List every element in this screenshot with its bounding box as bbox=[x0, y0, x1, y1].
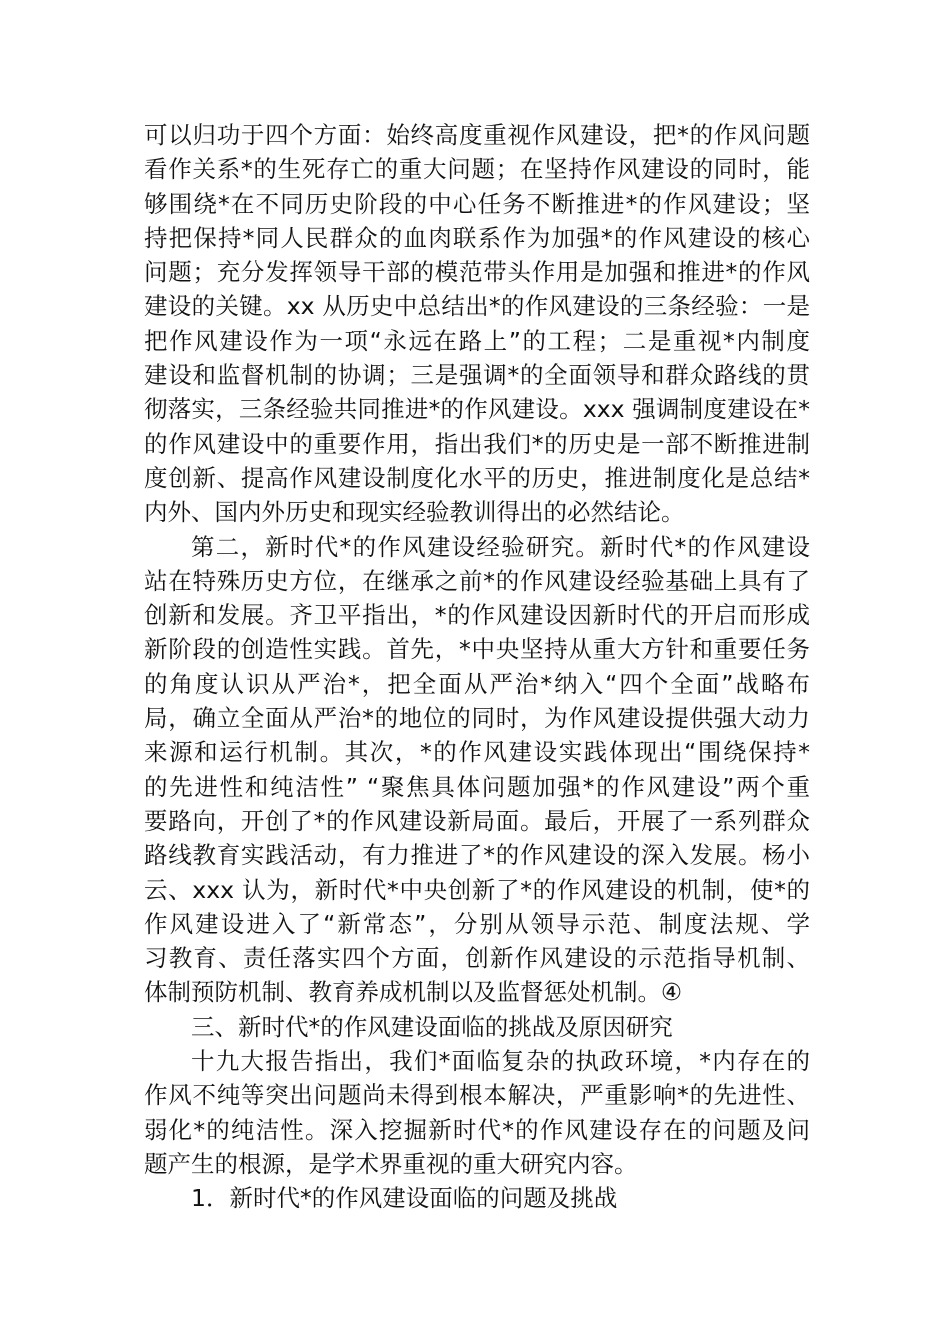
text-line: 第二，新时代*的作风建设经验研究。新时代*的作风建设 bbox=[191, 532, 810, 561]
text-line: 作风不纯等突出问题尚未得到根本解决，严重影响*的先进性、 bbox=[144, 1081, 810, 1110]
text-line: 1．新时代*的作风建设面临的问题及挑战 bbox=[191, 1184, 618, 1213]
text-line: 弱化*的纯洁性。深入挖掘新时代*的作风建设存在的问题及问 bbox=[144, 1115, 810, 1144]
text-line: 的角度认识从严治*，把全面从严治*纳入“四个全面”战略布 bbox=[144, 669, 810, 698]
text-line: 看作关系*的生死存亡的重大问题；在坚持作风建设的同时，能 bbox=[144, 155, 810, 184]
text-line: 建设和监督机制的协调；三是强调*的全面领导和群众路线的贯 bbox=[144, 361, 810, 390]
text-line: 三、新时代*的作风建设面临的挑战及原因研究 bbox=[191, 1012, 673, 1041]
text-line: 问题；充分发挥领导干部的模范带头作用是加强和推进*的作风 bbox=[144, 258, 810, 287]
text-line: 度创新、提高作风建设制度化水平的历史，推进制度化是总结* bbox=[144, 463, 810, 492]
text-line: 云、xxx 认为，新时代*中央创新了*的作风建设的机制，使*的 bbox=[144, 875, 810, 904]
text-line: 来源和运行机制。其次，*的作风建设实践体现出“围绕保持* bbox=[144, 738, 810, 767]
text-line: 建设的关键。xx 从历史中总结出*的作风建设的三条经验：一是 bbox=[144, 292, 810, 321]
text-line: 体制预防机制、教育养成机制以及监督惩处机制。④ bbox=[144, 978, 683, 1007]
text-line: 的先进性和纯洁性” “聚焦具体问题加强*的作风建设”两个重 bbox=[144, 772, 810, 801]
text-line: 题产生的根源，是学术界重视的重大研究内容。 bbox=[144, 1149, 638, 1178]
text-line: 新阶段的创造性实践。首先，*中央坚持从重大方针和重要任务 bbox=[144, 635, 810, 664]
text-line: 够围绕*在不同历史阶段的中心任务不断推进*的作风建设；坚 bbox=[144, 189, 810, 218]
text-line: 可以归功于四个方面：始终高度重视作风建设，把*的作风问题 bbox=[144, 121, 810, 149]
text-line: 习教育、责任落实四个方面，创新作风建设的示范指导机制、 bbox=[144, 944, 810, 973]
text-line: 局，确立全面从严治*的地位的同时，为作风建设提供强大动力 bbox=[144, 704, 810, 733]
text-line: 要路向，开创了*的作风建设新局面。最后，开展了一系列群众 bbox=[144, 806, 810, 835]
text-line: 作风建设进入了“新常态”，分别从领导示范、制度法规、学 bbox=[144, 909, 810, 938]
text-line: 十九大报告指出，我们*面临复杂的执政环境，*内存在的 bbox=[191, 1047, 810, 1076]
text-line: 路线教育实践活动，有力推进了*的作风建设的深入发展。杨小 bbox=[144, 841, 810, 870]
text-line: 内外、国内外历史和现实经验教训得出的必然结论。 bbox=[144, 498, 685, 527]
text-line: 创新和发展。齐卫平指出，*的作风建设因新时代的开启而形成 bbox=[144, 601, 810, 630]
text-line: 持把保持*同人民群众的血肉联系作为加强*的作风建设的核心 bbox=[144, 223, 810, 252]
text-line: 把作风建设作为一项“永远在路上”的工程；二是重视*内制度 bbox=[144, 326, 810, 355]
document-body bbox=[144, 118, 810, 1216]
text-line: 的作风建设中的重要作用，指出我们*的历史是一部不断推进制 bbox=[144, 429, 810, 458]
text-line: 彻落实，三条经验共同推进*的作风建设。xxx 强调制度建设在* bbox=[144, 395, 810, 424]
text-line: 站在特殊历史方位，在继承之前*的作风建设经验基础上具有了 bbox=[144, 566, 810, 595]
